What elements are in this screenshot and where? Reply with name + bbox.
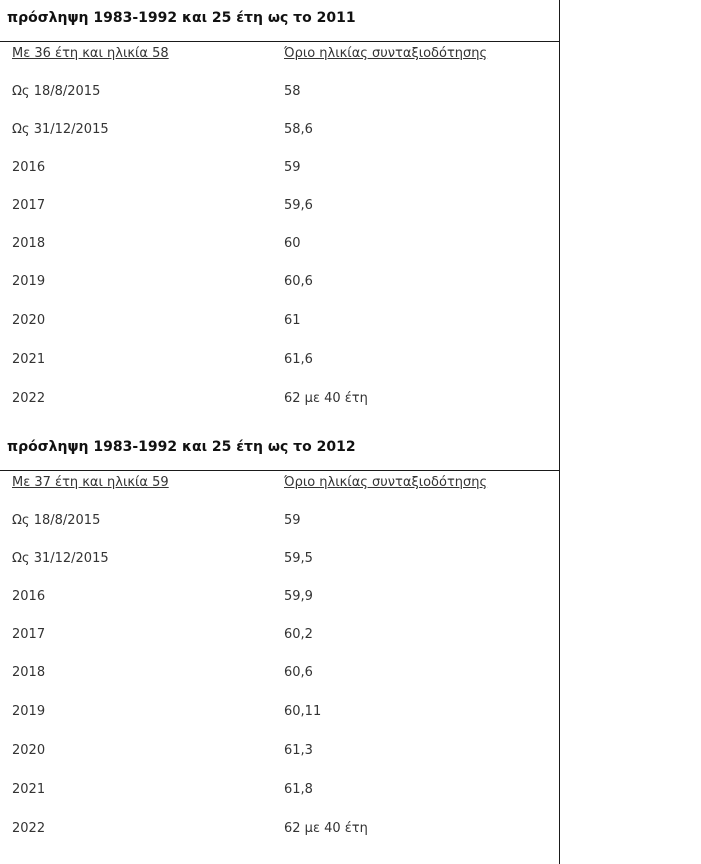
table-row-period: 2018 [12,665,46,680]
section-heading-2012: πρόσληψη 1983-1992 και 25 έτη ως το 2012 [7,439,356,455]
table-row-age: 59 [284,160,301,175]
section-divider [0,470,560,471]
table-row-age: 60,6 [284,665,313,680]
table-row-age: 60,2 [284,627,313,642]
table-row-period: 2016 [12,589,46,604]
table-row-period: 2019 [12,704,46,719]
table-row-period: 2016 [12,160,46,175]
table-row-age: 59,9 [284,589,313,604]
table-row-age: 59,5 [284,551,313,566]
table-row-period: 2020 [12,743,46,758]
table-row-age: 58,6 [284,122,313,137]
table-row-age: 59 [284,513,301,528]
table-row-age: 61,8 [284,782,313,797]
table-row-period: 2018 [12,236,46,251]
table-row-period: 2021 [12,782,46,797]
table-row-age: 60 [284,236,301,251]
table-row-age: 61,6 [284,352,313,367]
table-row-age: 59,6 [284,198,313,213]
table-row-age: 61 [284,313,301,328]
table-row-age: 58 [284,84,301,99]
column-header-years-age: Με 37 έτη και ηλικία 59 [12,475,169,490]
column-header-retirement-age: Όριο ηλικίας συνταξιοδότησης [284,46,488,61]
column-header-years-age: Με 36 έτη και ηλικία 58 [12,46,169,61]
table-row-age: 60,6 [284,274,313,289]
table-row-period: 2022 [12,391,46,406]
section-divider [0,41,560,42]
table-row-age: 62 με 40 έτη [284,821,368,836]
table-row-period: 2017 [12,198,46,213]
section-heading-2011: πρόσληψη 1983-1992 και 25 έτη ως το 2011 [7,10,356,26]
table-row-period: 2017 [12,627,46,642]
table-row-age: 61,3 [284,743,313,758]
table-row-period: Ως 31/12/2015 [12,122,109,137]
table-row-period: Ως 31/12/2015 [12,551,109,566]
table-row-period: 2021 [12,352,46,367]
table-row-period: 2022 [12,821,46,836]
table-row-age: 62 με 40 έτη [284,391,368,406]
table-row-period: 2019 [12,274,46,289]
table-row-period: Ως 18/8/2015 [12,84,101,99]
column-header-retirement-age: Όριο ηλικίας συνταξιοδότησης [284,475,488,490]
table-row-age: 60,11 [284,704,322,719]
table-row-period: Ως 18/8/2015 [12,513,101,528]
table-row-period: 2020 [12,313,46,328]
